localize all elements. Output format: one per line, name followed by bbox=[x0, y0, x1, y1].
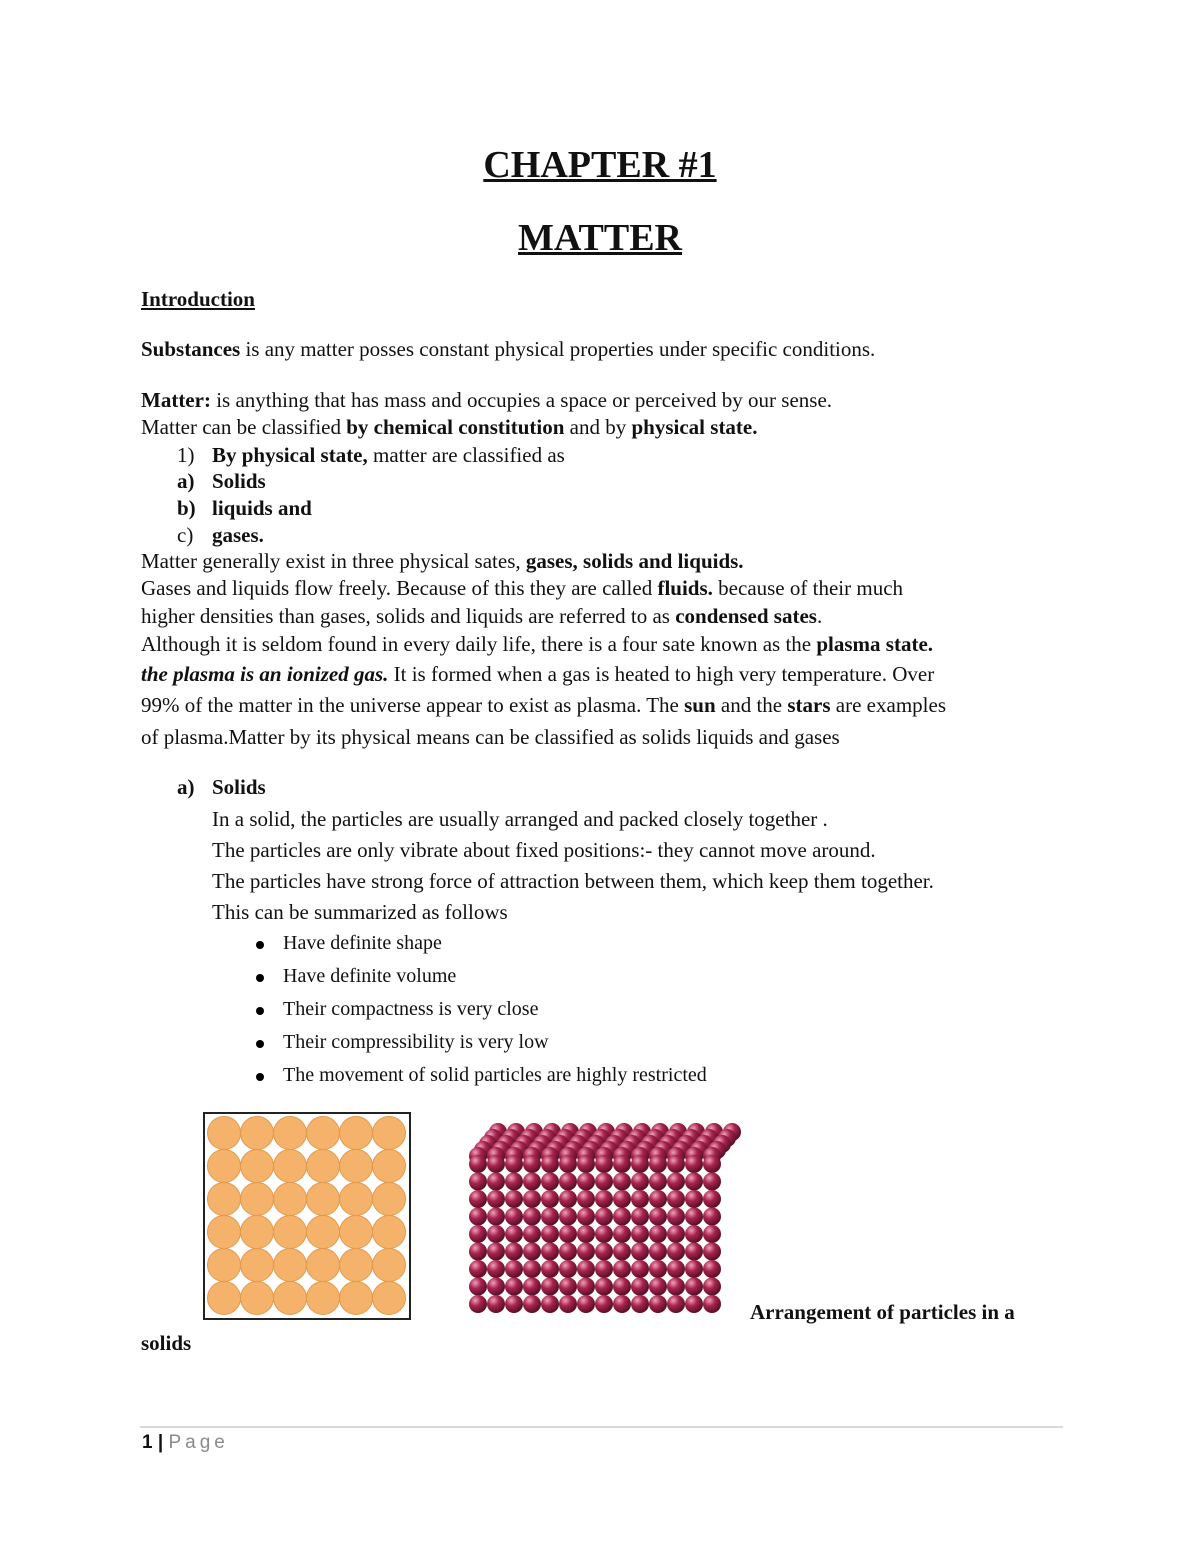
text-run-bold: physical state. bbox=[631, 415, 758, 439]
particle-sphere bbox=[595, 1225, 613, 1243]
particle-circle bbox=[274, 1282, 307, 1315]
particle-sphere bbox=[487, 1278, 505, 1296]
particle-sphere bbox=[667, 1173, 685, 1191]
particle-sphere bbox=[523, 1155, 541, 1173]
bullet-icon bbox=[256, 1040, 264, 1048]
particle-sphere bbox=[703, 1173, 721, 1191]
particle-sphere bbox=[631, 1243, 649, 1261]
text-run: . bbox=[816, 604, 823, 628]
particle-sphere bbox=[595, 1190, 613, 1208]
particle-sphere bbox=[469, 1278, 487, 1296]
particle-sphere bbox=[703, 1243, 721, 1261]
particle-sphere bbox=[577, 1190, 595, 1208]
bullet-item bbox=[283, 1031, 549, 1054]
particle-sphere bbox=[523, 1243, 541, 1261]
particle-circle bbox=[307, 1282, 340, 1315]
particle-sphere bbox=[613, 1295, 631, 1313]
particle-circle bbox=[373, 1249, 406, 1282]
particle-sphere bbox=[487, 1295, 505, 1313]
bullet-icon bbox=[256, 1073, 264, 1081]
text-run-bold: condensed sates bbox=[675, 604, 817, 628]
particle-sphere bbox=[685, 1225, 703, 1243]
particle-circle bbox=[274, 1249, 307, 1282]
particle-sphere bbox=[613, 1225, 631, 1243]
particle-sphere bbox=[685, 1278, 703, 1296]
paragraph-line: of plasma.Matter by its physical means can be classified as solids liquids and gases bbox=[141, 725, 840, 749]
particle-sphere bbox=[703, 1155, 721, 1173]
particle-circle bbox=[241, 1216, 274, 1249]
list-item-physical-state bbox=[212, 443, 565, 468]
particle-sphere bbox=[469, 1225, 487, 1243]
text-run: Matter can be classified bbox=[141, 415, 347, 439]
particle-circle bbox=[340, 1183, 373, 1216]
text-run-bold: sun bbox=[684, 693, 716, 717]
particle-circle bbox=[373, 1150, 406, 1183]
particle-sphere bbox=[469, 1208, 487, 1226]
particle-sphere bbox=[505, 1243, 523, 1261]
particle-sphere bbox=[577, 1225, 595, 1243]
particle-sphere bbox=[595, 1173, 613, 1191]
bullet-text: Have definite shape bbox=[283, 932, 442, 954]
particle-sphere bbox=[505, 1225, 523, 1243]
particle-sphere bbox=[577, 1295, 595, 1313]
bullet-text: Their compressibility is very low bbox=[283, 1031, 549, 1053]
particle-sphere bbox=[505, 1190, 523, 1208]
particle-sphere bbox=[577, 1173, 595, 1191]
particle-sphere bbox=[577, 1208, 595, 1226]
particle-sphere bbox=[703, 1208, 721, 1226]
particle-sphere bbox=[649, 1278, 667, 1296]
particle-circle bbox=[208, 1216, 241, 1249]
particle-sphere bbox=[541, 1295, 559, 1313]
text-run-bold-italic: the plasma is an ionized gas. bbox=[141, 662, 389, 686]
particle-sphere bbox=[469, 1243, 487, 1261]
text-run: Gases and liquids flow freely. Because of this they are called bbox=[141, 576, 658, 600]
solids-label: a) bbox=[177, 775, 195, 799]
matter-definition: is anything that has mass and occupies a space or perceived by our sense. bbox=[210, 388, 833, 412]
sub-item-label: b) bbox=[177, 496, 196, 520]
bullet-text: Their compactness is very close bbox=[283, 998, 539, 1020]
particle-circle bbox=[307, 1150, 340, 1183]
text-run-bold: By physical state, bbox=[212, 443, 368, 467]
particle-sphere bbox=[541, 1208, 559, 1226]
particle-sphere bbox=[667, 1295, 685, 1313]
particle-sphere bbox=[541, 1278, 559, 1296]
particle-sphere bbox=[631, 1155, 649, 1173]
sub-item-text: liquids and bbox=[212, 496, 312, 520]
particle-sphere bbox=[595, 1260, 613, 1278]
footer-separator: | bbox=[157, 1432, 164, 1453]
particle-sphere bbox=[595, 1295, 613, 1313]
particle-sphere bbox=[685, 1243, 703, 1261]
particle-sphere bbox=[631, 1278, 649, 1296]
particle-sphere bbox=[505, 1260, 523, 1278]
particle-circle bbox=[373, 1183, 406, 1216]
particle-sphere bbox=[613, 1243, 631, 1261]
solids-line: The particles are only vibrate about fixed positions:- they cannot move around. bbox=[212, 838, 876, 862]
paragraph-line bbox=[141, 549, 744, 574]
bullet-icon bbox=[256, 974, 264, 982]
particle-sphere bbox=[469, 1173, 487, 1191]
particle-sphere bbox=[631, 1260, 649, 1278]
particle-sphere bbox=[667, 1208, 685, 1226]
paragraph-line bbox=[141, 662, 934, 687]
bullet-text: Have definite volume bbox=[283, 965, 457, 987]
paragraph-line bbox=[141, 576, 903, 601]
bullet-text: The movement of solid particles are highly restricted bbox=[283, 1064, 707, 1086]
particle-sphere bbox=[649, 1190, 667, 1208]
bullet-item bbox=[283, 998, 538, 1021]
paragraph-line bbox=[141, 604, 822, 629]
particle-circle bbox=[208, 1150, 241, 1183]
figure-caption-continued: solids bbox=[141, 1331, 192, 1355]
solids-line: This can be summarized as follows bbox=[212, 900, 508, 924]
particle-sphere bbox=[505, 1295, 523, 1313]
particle-sphere bbox=[631, 1225, 649, 1243]
sub-item-label: a) bbox=[177, 469, 195, 493]
particle-sphere bbox=[559, 1190, 577, 1208]
particle-circle bbox=[340, 1216, 373, 1249]
particle-sphere bbox=[649, 1295, 667, 1313]
particle-sphere bbox=[703, 1260, 721, 1278]
text-run-bold: plasma state. bbox=[816, 632, 934, 656]
particle-sphere bbox=[685, 1260, 703, 1278]
solids-line: The particles have strong force of attraction between them, which keep them together. bbox=[212, 869, 934, 893]
particle-circle bbox=[208, 1117, 241, 1150]
particle-sphere bbox=[631, 1208, 649, 1226]
solids-line: In a solid, the particles are usually arranged and packed closely together . bbox=[212, 807, 828, 831]
bullet-icon bbox=[256, 1007, 264, 1015]
particle-sphere bbox=[559, 1278, 577, 1296]
solid-particles-2d-illustration bbox=[203, 1112, 411, 1320]
particle-circle bbox=[241, 1249, 274, 1282]
particle-sphere bbox=[523, 1190, 541, 1208]
chapter-heading: CHAPTER #1 bbox=[483, 144, 717, 186]
particle-circle bbox=[208, 1249, 241, 1282]
particle-sphere bbox=[685, 1208, 703, 1226]
particle-sphere bbox=[595, 1243, 613, 1261]
particle-sphere bbox=[559, 1225, 577, 1243]
sub-item-text: Solids bbox=[212, 469, 266, 493]
text-run-bold: stars bbox=[787, 693, 831, 717]
page-title: MATTER bbox=[518, 217, 682, 259]
particle-circle bbox=[274, 1117, 307, 1150]
particle-circle bbox=[373, 1117, 406, 1150]
particle-sphere bbox=[559, 1208, 577, 1226]
substances-term: Substances bbox=[141, 337, 241, 361]
particle-circle bbox=[274, 1183, 307, 1216]
particle-sphere bbox=[523, 1225, 541, 1243]
particle-circle bbox=[307, 1117, 340, 1150]
particle-sphere bbox=[595, 1208, 613, 1226]
particle-sphere bbox=[541, 1243, 559, 1261]
page-number: 1 bbox=[142, 1432, 153, 1453]
particle-sphere bbox=[667, 1260, 685, 1278]
particle-sphere bbox=[613, 1173, 631, 1191]
bullet-icon bbox=[256, 941, 264, 949]
text-run: Matter generally exist in three physical sates, bbox=[141, 549, 526, 573]
list-item-number: 1) bbox=[177, 443, 195, 467]
particle-circle bbox=[241, 1117, 274, 1150]
particle-circle bbox=[274, 1216, 307, 1249]
particle-sphere bbox=[577, 1260, 595, 1278]
particle-sphere bbox=[559, 1155, 577, 1173]
particle-sphere bbox=[703, 1225, 721, 1243]
particle-circle bbox=[307, 1216, 340, 1249]
text-run: and the bbox=[715, 693, 788, 717]
particle-sphere bbox=[469, 1260, 487, 1278]
text-run: It is formed when a gas is heated to high very temperature. Over bbox=[388, 662, 935, 686]
text-run: because of their much bbox=[712, 576, 904, 600]
text-run: Although it is seldom found in every daily life, there is a four sate known as the bbox=[141, 632, 817, 656]
text-run: are examples bbox=[830, 693, 946, 717]
particle-sphere bbox=[541, 1155, 559, 1173]
particle-sphere bbox=[703, 1278, 721, 1296]
particle-sphere bbox=[613, 1208, 631, 1226]
text-run-bold: by chemical constitution bbox=[346, 415, 565, 439]
sub-item-label: c) bbox=[177, 523, 194, 547]
particle-sphere bbox=[649, 1243, 667, 1261]
particle-sphere bbox=[577, 1278, 595, 1296]
particle-sphere bbox=[469, 1295, 487, 1313]
solids-heading: Solids bbox=[212, 775, 266, 799]
particle-sphere bbox=[487, 1155, 505, 1173]
particle-circle bbox=[340, 1117, 373, 1150]
particle-sphere bbox=[631, 1190, 649, 1208]
particle-sphere bbox=[631, 1295, 649, 1313]
particle-sphere bbox=[631, 1173, 649, 1191]
particle-sphere bbox=[541, 1190, 559, 1208]
particle-sphere bbox=[685, 1173, 703, 1191]
text-run: higher densities than gases, solids and liquids are referred to as bbox=[141, 604, 676, 628]
particle-sphere bbox=[541, 1173, 559, 1191]
particle-sphere bbox=[523, 1260, 541, 1278]
page-footer bbox=[142, 1432, 229, 1454]
particle-circle bbox=[208, 1282, 241, 1315]
particle-sphere bbox=[649, 1208, 667, 1226]
bullet-item bbox=[283, 932, 442, 955]
particle-sphere bbox=[487, 1173, 505, 1191]
classification-line bbox=[141, 415, 758, 440]
text-run-bold: gases, solids and liquids. bbox=[525, 549, 744, 573]
substances-definition: is any matter posses constant physical properties under specific conditions. bbox=[240, 337, 876, 361]
particle-sphere bbox=[505, 1173, 523, 1191]
particle-sphere bbox=[667, 1155, 685, 1173]
particle-circle bbox=[241, 1183, 274, 1216]
particle-circle bbox=[307, 1183, 340, 1216]
particle-circle bbox=[373, 1282, 406, 1315]
particle-sphere bbox=[649, 1260, 667, 1278]
particle-sphere bbox=[559, 1260, 577, 1278]
particle-sphere bbox=[505, 1278, 523, 1296]
particle-sphere bbox=[613, 1155, 631, 1173]
particle-circle bbox=[241, 1150, 274, 1183]
particle-circle bbox=[307, 1249, 340, 1282]
sub-item-text: gases. bbox=[212, 523, 264, 547]
particle-sphere bbox=[541, 1225, 559, 1243]
particle-sphere bbox=[523, 1173, 541, 1191]
particle-sphere bbox=[559, 1295, 577, 1313]
particle-sphere bbox=[685, 1295, 703, 1313]
particle-sphere bbox=[703, 1190, 721, 1208]
text-run: matter are classified as bbox=[367, 443, 565, 467]
particle-circle bbox=[274, 1150, 307, 1183]
particle-sphere bbox=[469, 1155, 487, 1173]
particle-sphere bbox=[667, 1278, 685, 1296]
paragraph-line bbox=[141, 693, 946, 718]
particle-sphere bbox=[703, 1295, 721, 1313]
particle-sphere bbox=[559, 1243, 577, 1261]
matter-term: Matter: bbox=[141, 388, 211, 412]
particle-circle bbox=[208, 1183, 241, 1216]
particle-sphere bbox=[505, 1155, 523, 1173]
particle-sphere bbox=[667, 1225, 685, 1243]
text-run: 99% of the matter in the universe appear to exist as plasma. The bbox=[141, 693, 685, 717]
text-run: and by bbox=[564, 415, 632, 439]
particle-circle bbox=[340, 1282, 373, 1315]
particle-sphere bbox=[505, 1208, 523, 1226]
particle-sphere bbox=[487, 1243, 505, 1261]
particle-sphere bbox=[523, 1278, 541, 1296]
paragraph-line bbox=[141, 632, 933, 657]
page-label: Page bbox=[168, 1432, 229, 1453]
particle-sphere bbox=[523, 1208, 541, 1226]
matter-paragraph bbox=[141, 388, 832, 413]
particle-sphere bbox=[559, 1173, 577, 1191]
substances-paragraph bbox=[141, 337, 875, 362]
particle-sphere bbox=[685, 1190, 703, 1208]
particle-sphere bbox=[487, 1225, 505, 1243]
particle-sphere bbox=[667, 1243, 685, 1261]
particle-sphere bbox=[595, 1155, 613, 1173]
solid-particles-3d-illustration bbox=[466, 1120, 752, 1320]
bullet-item bbox=[283, 1064, 707, 1087]
particle-sphere bbox=[649, 1155, 667, 1173]
particle-sphere bbox=[487, 1208, 505, 1226]
particle-sphere bbox=[487, 1190, 505, 1208]
particle-circle bbox=[340, 1249, 373, 1282]
particle-circle bbox=[241, 1282, 274, 1315]
particle-sphere bbox=[667, 1190, 685, 1208]
particle-sphere bbox=[541, 1260, 559, 1278]
figure-caption: Arrangement of particles in a bbox=[750, 1300, 1015, 1324]
particle-sphere bbox=[613, 1260, 631, 1278]
particle-sphere bbox=[523, 1295, 541, 1313]
particle-sphere bbox=[487, 1260, 505, 1278]
particle-sphere bbox=[577, 1243, 595, 1261]
bullet-item bbox=[283, 965, 456, 988]
particle-sphere bbox=[649, 1225, 667, 1243]
particle-sphere bbox=[469, 1190, 487, 1208]
footer-divider bbox=[140, 1426, 1063, 1428]
particle-sphere bbox=[613, 1278, 631, 1296]
particle-circle bbox=[340, 1150, 373, 1183]
particle-sphere bbox=[577, 1155, 595, 1173]
text-run-bold: fluids. bbox=[657, 576, 713, 600]
particle-sphere bbox=[595, 1278, 613, 1296]
intro-heading: Introduction bbox=[141, 287, 255, 311]
particle-sphere bbox=[685, 1155, 703, 1173]
particle-sphere bbox=[649, 1173, 667, 1191]
particle-sphere bbox=[613, 1190, 631, 1208]
particle-circle bbox=[373, 1216, 406, 1249]
